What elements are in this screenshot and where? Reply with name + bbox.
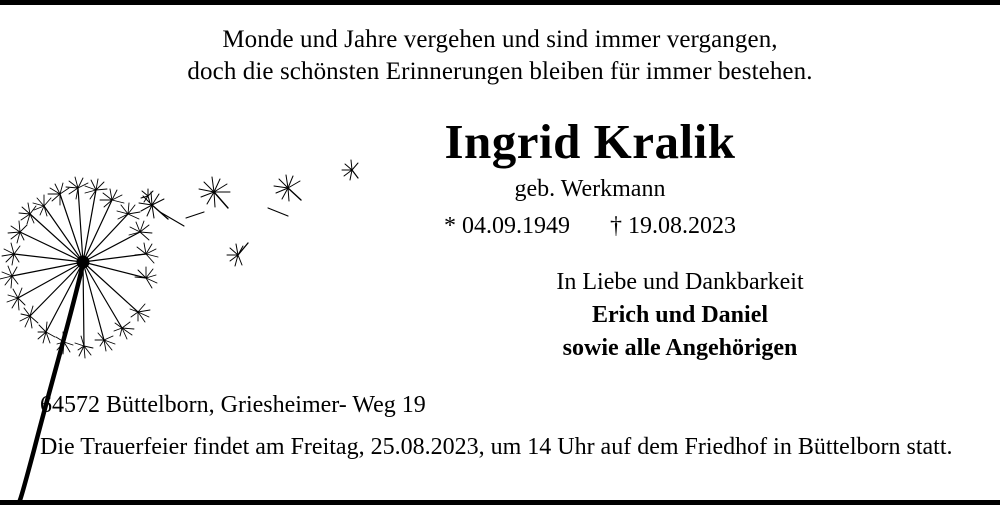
ceremony-details: Die Trauerfeier findet am Freitag, 25.08.2023, um 14 Uhr auf dem Friedhof in Büttelborn statt. bbox=[40, 434, 953, 460]
mourners-relatives: sowie alle Angehörigen bbox=[562, 335, 798, 361]
verse-line-2: doch die schönsten Erinnerungen bleiben für immer bestehen. bbox=[187, 58, 813, 85]
top-border-rule bbox=[0, 0, 1000, 5]
deceased-name: Ingrid Kralik bbox=[444, 114, 736, 169]
death-date: † 19.08.2023 bbox=[610, 213, 736, 239]
mourners-intro: In Liebe und Dankbarkeit bbox=[556, 269, 804, 295]
mourners-names: Erich und Daniel bbox=[591, 302, 769, 328]
address-line: 64572 Büttelborn, Griesheimer- Weg 19 bbox=[40, 392, 426, 418]
mourners-block bbox=[400, 266, 960, 365]
memorial-verse bbox=[0, 24, 1000, 88]
verse-line-1: Monde und Jahre vergehen und sind immer vergangen, bbox=[222, 26, 778, 53]
life-dates bbox=[180, 210, 1000, 242]
bottom-border-rule bbox=[0, 500, 1000, 505]
maiden-name: geb. Werkmann bbox=[514, 176, 666, 202]
deceased-name-block bbox=[180, 114, 1000, 242]
birth-date: * 04.09.1949 bbox=[444, 213, 570, 239]
